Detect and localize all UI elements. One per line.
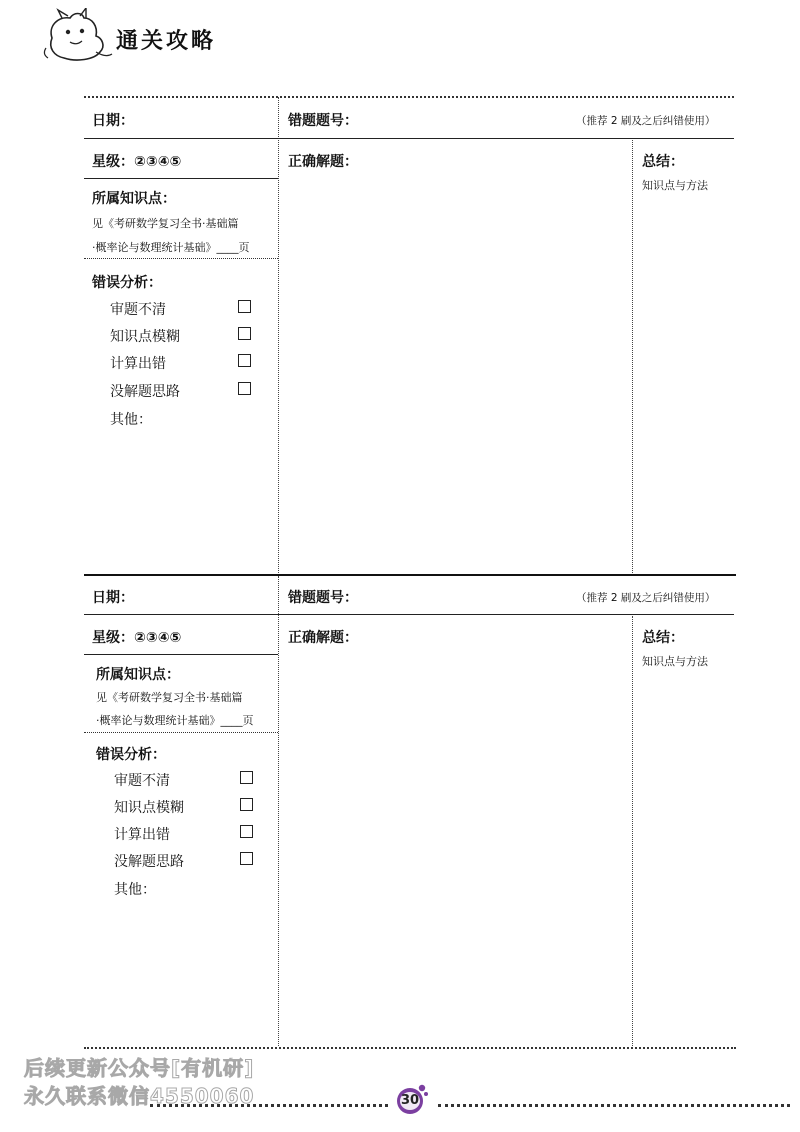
error-option-label: 计算出错 bbox=[110, 356, 166, 372]
divider bbox=[84, 178, 278, 179]
summary-subtitle: 知识点与方法 bbox=[642, 655, 708, 668]
star-rating-label: 星级：②③④⑤ bbox=[92, 630, 182, 646]
checkbox-misread[interactable] bbox=[238, 300, 251, 313]
divider bbox=[84, 1047, 736, 1049]
error-option-label: 知识点模糊 bbox=[110, 329, 180, 345]
page-header-title: 通关攻略 bbox=[116, 28, 217, 54]
reference-line-1: 见《考研数学复习全书·基础篇 bbox=[96, 691, 243, 704]
correct-solution-label: 正确解题： bbox=[288, 630, 358, 646]
star-rating-label: 星级：②③④⑤ bbox=[92, 154, 182, 170]
reference-line-2: ·概率论与数理统计基础》____页 bbox=[96, 714, 254, 727]
error-option-label: 没解题思路 bbox=[110, 384, 180, 400]
footer-dots-right bbox=[438, 1104, 790, 1107]
error-analysis-label: 错误分析： bbox=[96, 747, 166, 763]
wrong-question-number-label: 错题题号： bbox=[288, 113, 358, 129]
divider bbox=[84, 96, 734, 98]
footer-dots-left bbox=[150, 1104, 388, 1107]
error-option-label: 审题不清 bbox=[114, 773, 170, 789]
checkbox-calculation-error[interactable] bbox=[238, 354, 251, 367]
divider bbox=[278, 138, 734, 139]
summary-label: 总结： bbox=[642, 630, 684, 646]
cartoon-mascot-logo bbox=[40, 8, 120, 66]
checkbox-misread[interactable] bbox=[240, 771, 253, 784]
divider bbox=[84, 732, 278, 733]
error-analysis-label: 错误分析： bbox=[92, 275, 162, 291]
knowledge-point-label: 所属知识点： bbox=[96, 667, 180, 683]
checkbox-calculation-error[interactable] bbox=[240, 825, 253, 838]
reference-line-2: ·概率论与数理统计基础》____页 bbox=[92, 241, 250, 254]
date-label: 日期： bbox=[92, 113, 134, 129]
checkbox-knowledge-vague[interactable] bbox=[240, 798, 253, 811]
error-option-label: 审题不清 bbox=[110, 302, 166, 318]
section-separator bbox=[84, 574, 736, 576]
checkbox-knowledge-vague[interactable] bbox=[238, 327, 251, 340]
recommend-note: （推荐 2 刷及之后纠错使用） bbox=[576, 592, 716, 604]
correct-solution-label: 正确解题： bbox=[288, 154, 358, 170]
divider bbox=[84, 258, 278, 259]
divider bbox=[84, 614, 734, 615]
divider bbox=[632, 140, 633, 573]
error-option-label: 没解题思路 bbox=[114, 854, 184, 870]
watermark-line-1: 后续更新公众号[有机研] bbox=[24, 1056, 255, 1080]
divider bbox=[278, 97, 279, 573]
reference-line-1: 见《考研数学复习全书·基础篇 bbox=[92, 217, 239, 230]
checkbox-no-idea[interactable] bbox=[238, 382, 251, 395]
divider bbox=[278, 576, 279, 1046]
divider bbox=[632, 616, 633, 1046]
wrong-question-number-label: 错题题号： bbox=[288, 590, 358, 606]
divider bbox=[84, 654, 278, 655]
summary-subtitle: 知识点与方法 bbox=[642, 179, 708, 192]
error-option-label: 知识点模糊 bbox=[114, 800, 184, 816]
page-number: 30 bbox=[400, 1093, 420, 1108]
recommend-note: （推荐 2 刷及之后纠错使用） bbox=[576, 115, 716, 127]
checkbox-no-idea[interactable] bbox=[240, 852, 253, 865]
date-label: 日期： bbox=[92, 590, 134, 606]
summary-label: 总结： bbox=[642, 154, 684, 170]
other-label: 其他： bbox=[110, 412, 152, 428]
other-label: 其他： bbox=[114, 882, 156, 898]
error-option-label: 计算出错 bbox=[114, 827, 170, 843]
knowledge-point-label: 所属知识点： bbox=[92, 191, 176, 207]
divider bbox=[84, 138, 278, 139]
watermark-line-2: 永久联系微信4550060 bbox=[24, 1084, 255, 1108]
